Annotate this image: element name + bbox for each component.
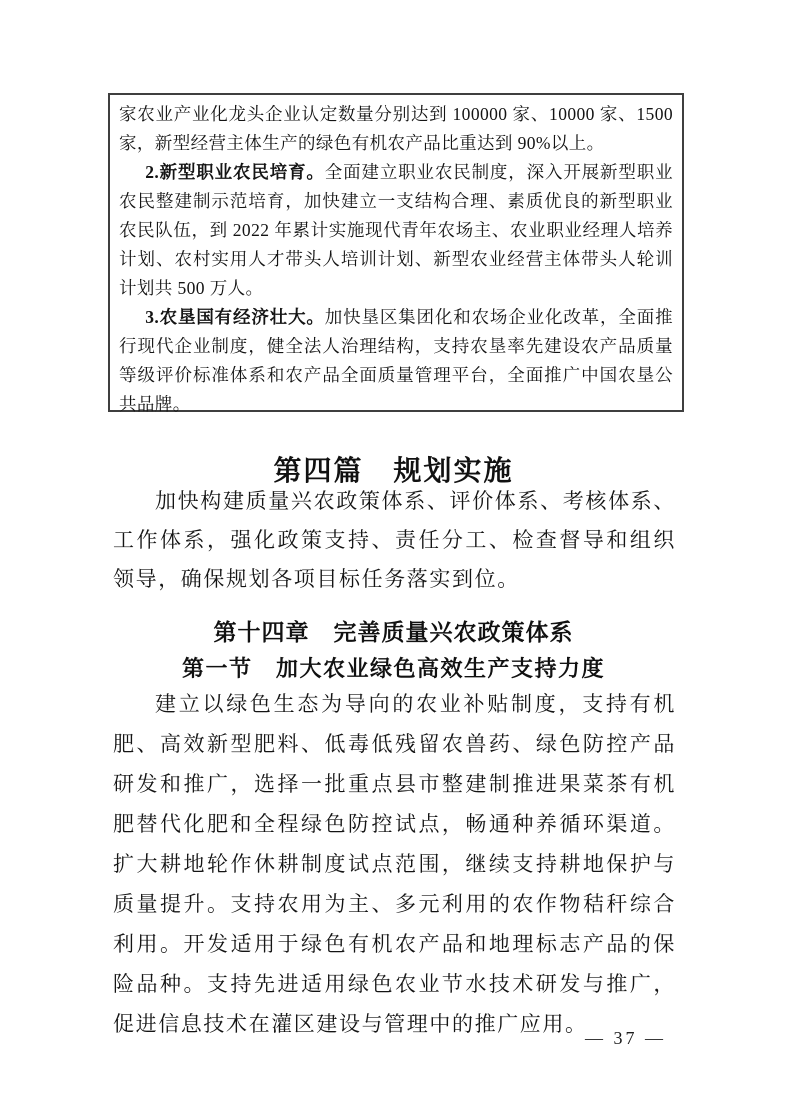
page-number: — 37 — [585,1028,666,1048]
intro-paragraph: 加快构建质量兴农政策体系、评价体系、考核体系、工作体系，强化政策支持、责任分工、检查督导和组织领导，确保规划各项目标任务落实到位。 [113,489,676,591]
box-paragraph-text: 家农业产业化龙头企业认定数量分别达到 100000 家、10000 家、1500 家，新型经营主体生产的绿色有机农产品比重达到 90%以上。 [119,104,673,153]
highlight-box [108,93,684,412]
chapter-title: 第十四章 完善质量兴农政策体系 [213,619,574,645]
box-paragraph-item-2 [119,158,673,303]
body-paragraph: 建立以绿色生态为导向的农业补贴制度，支持有机肥、高效新型肥料、低毒低残留农兽药、绿色防控产品研发和推广，选择一批重点县市整建制推进果菜茶有机肥替代化肥和全程绿色防控试点，畅通种养循环渠道。扩大耕地轮作休耕制度试点范围，继续支持耕地保护与质量提升。支持农用为主、多元利用的农作物秸秆综合利用。开发适用于绿色有机农产品和地理标志产品的保险品种。支持先进适用绿色农业节水技术研发与推广，促进信息技术在灌区建设与管理中的推广应用。 [113,692,676,1036]
box-paragraph-text: 加快垦区集团化和农场企业化改革，全面推行现代企业制度，健全法人治理结构，支持农垦率先建设农产品质量等级评价标准体系和农产品全面质量管理平台，全面推广中国农垦公共品牌。 [119,307,673,414]
box-paragraph-text: 全面建立职业农民制度，深入开展新型职业农民整建制示范培育，加快建立一支结构合理、素质优良的新型职业农民队伍，到 2022 年累计实施现代青年农场主、农业职业经理人培养计划、农村实用人才带头人培训计划、新型农业经营主体带头人轮训计划共 500 万人。 [119,162,673,298]
box-paragraph-continuation [119,100,673,158]
part-title: 第四篇 规划实施 [273,455,514,486]
box-paragraph-lead: 2.新型职业农民培育。 [145,162,325,182]
section-title: 第一节 加大农业绿色高效生产支持力度 [181,656,605,681]
box-paragraph-lead: 3.农垦国有经济壮大。 [145,307,325,327]
box-paragraph-item-3 [119,303,673,419]
